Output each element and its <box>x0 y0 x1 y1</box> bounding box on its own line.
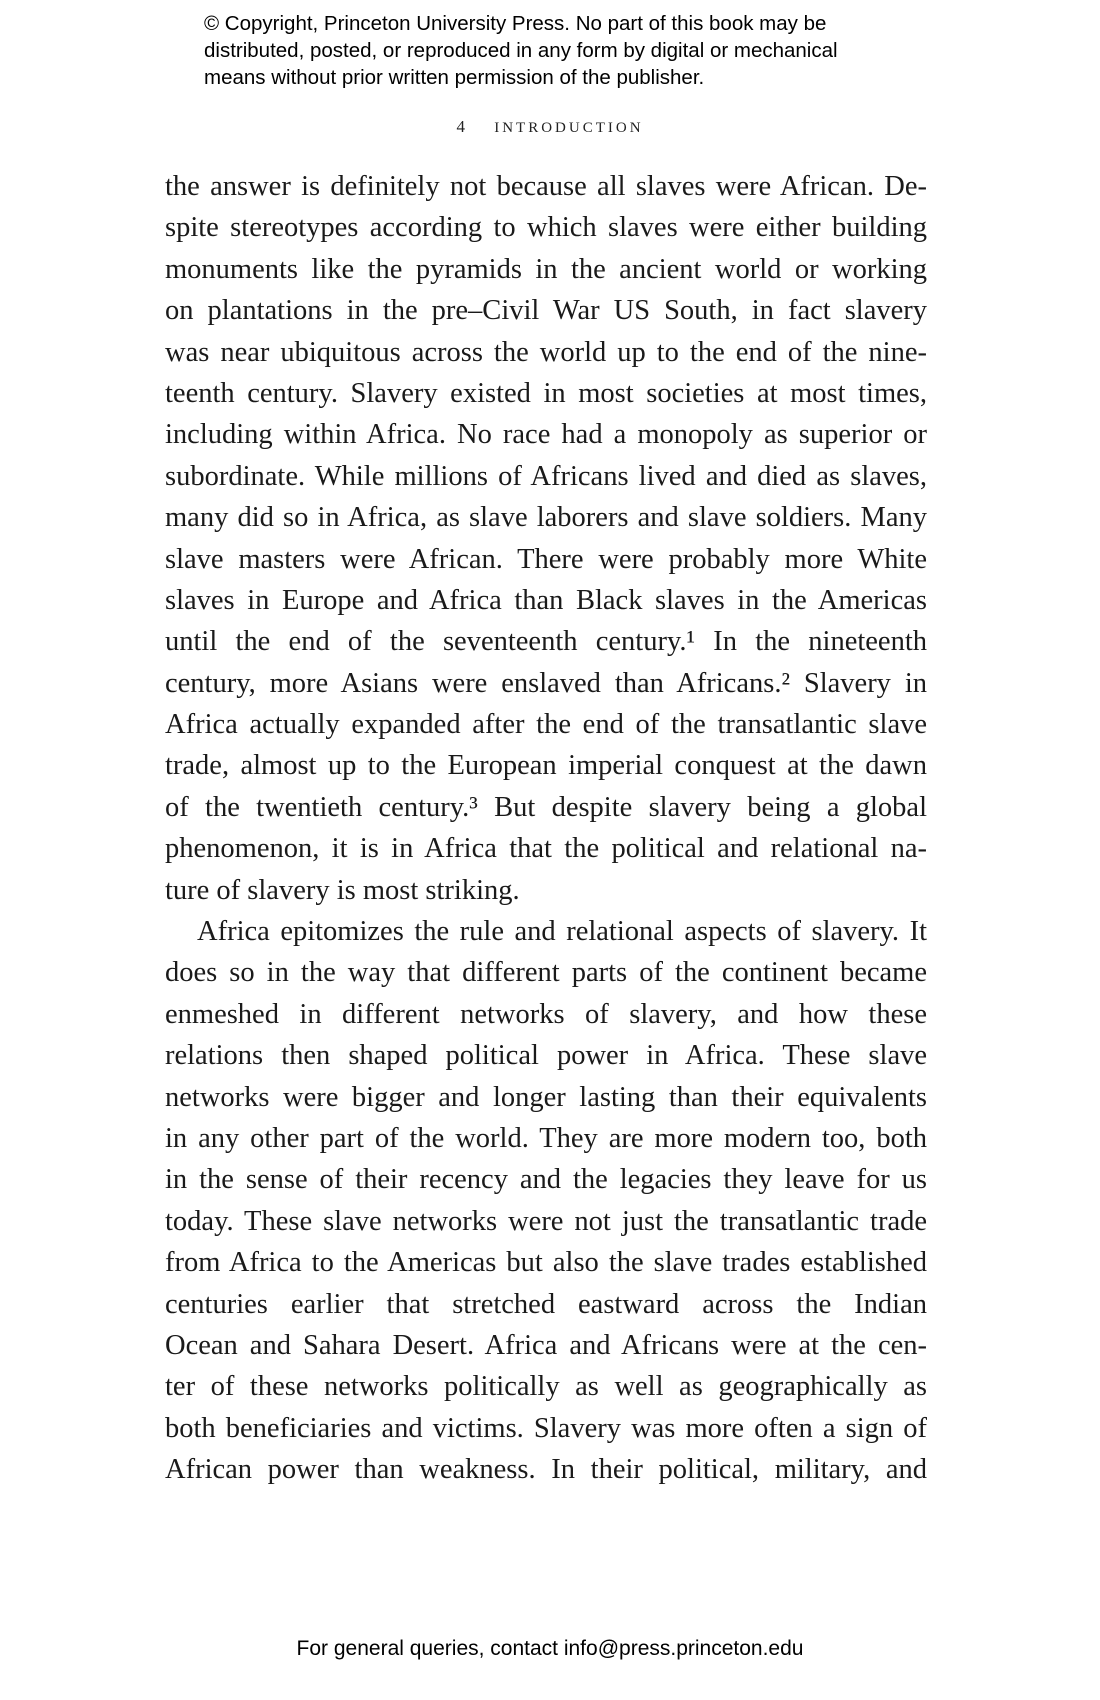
text-line: century, more Asians were enslaved than Africans.² Slavery in <box>165 667 927 699</box>
copyright-line: distributed, posted, or reproduced in any form by digital or mechanical <box>204 39 838 62</box>
text-line: on plantations in the pre–Civil War US South, in fact slavery <box>165 295 927 327</box>
text-line: Ocean and Sahara Desert. Africa and Africans were at the cen- <box>165 1329 927 1361</box>
text-line: networks were bigger and longer lasting than their equivalents <box>165 1081 927 1113</box>
paragraph-start-line: Africa epitomizes the rule and relational aspects of slavery. It <box>197 916 927 948</box>
footer-contact: For general queries, contact info@press.princeton.edu <box>296 1637 804 1660</box>
page-number: 4 <box>456 117 465 136</box>
text-line: enmeshed in different networks of slavery, and how these <box>165 998 927 1030</box>
text-line: subordinate. While millions of Africans lived and died as slaves, <box>165 460 927 492</box>
text-line: relations then shaped political power in Africa. These slave <box>165 1040 927 1072</box>
text-line: slaves in Europe and Africa than Black slaves in the Americas <box>165 584 927 616</box>
copyright-line: means without prior written permission of the publisher. <box>204 66 705 89</box>
text-line: does so in the way that different parts of the continent became <box>165 957 927 989</box>
text-line: slave masters were African. There were probably more White <box>165 543 927 575</box>
copyright-notice <box>204 10 924 91</box>
text-line: centuries earlier that stretched eastward across the Indian <box>165 1288 927 1320</box>
copyright-line: © Copyright, Princeton University Press. No part of this book may be <box>204 12 827 35</box>
text-line: in any other part of the world. They are more modern too, both <box>165 1122 927 1154</box>
text-line: the answer is definitely not because all slaves were African. De- <box>165 171 927 202</box>
text-line: today. These slave networks were not just the transatlantic trade <box>165 1205 927 1237</box>
body-text <box>165 166 927 1491</box>
section-title: INTRODUCTION <box>494 120 644 136</box>
text-line: monuments like the pyramids in the ancient world or working <box>165 253 927 285</box>
text-line: spite stereotypes according to which slaves were either building <box>165 212 927 244</box>
text-line: in the sense of their recency and the legacies they leave for us <box>165 1164 927 1196</box>
text-line: of the twentieth century.³ But despite slavery being a global <box>165 791 927 823</box>
text-line: teenth century. Slavery existed in most societies at most times, <box>165 377 927 409</box>
text-line: both beneficiaries and victims. Slavery was more often a sign of <box>165 1412 927 1444</box>
text-line: trade, almost up to the European imperial conquest at the dawn <box>165 750 927 782</box>
text-line: many did so in Africa, as slave laborers and slave soldiers. Many <box>165 502 927 534</box>
text-line: until the end of the seventeenth century.¹ In the nineteenth <box>165 626 927 658</box>
text-line: Africa actually expanded after the end of the transatlantic slave <box>165 709 927 741</box>
text-line: was near ubiquitous across the world up to the end of the nine- <box>165 336 927 368</box>
text-line: phenomenon, it is in Africa that the political and relational na- <box>165 833 927 865</box>
text-line: African power than weakness. In their political, military, and <box>165 1454 927 1486</box>
text-line: ture of slavery is most striking. <box>165 874 520 906</box>
text-line: including within Africa. No race had a monopoly as superior or <box>165 419 927 451</box>
text-line: ter of these networks politically as well as geographically as <box>165 1371 927 1403</box>
running-head <box>0 117 1100 137</box>
text-line: from Africa to the Americas but also the slave trades established <box>165 1247 927 1279</box>
